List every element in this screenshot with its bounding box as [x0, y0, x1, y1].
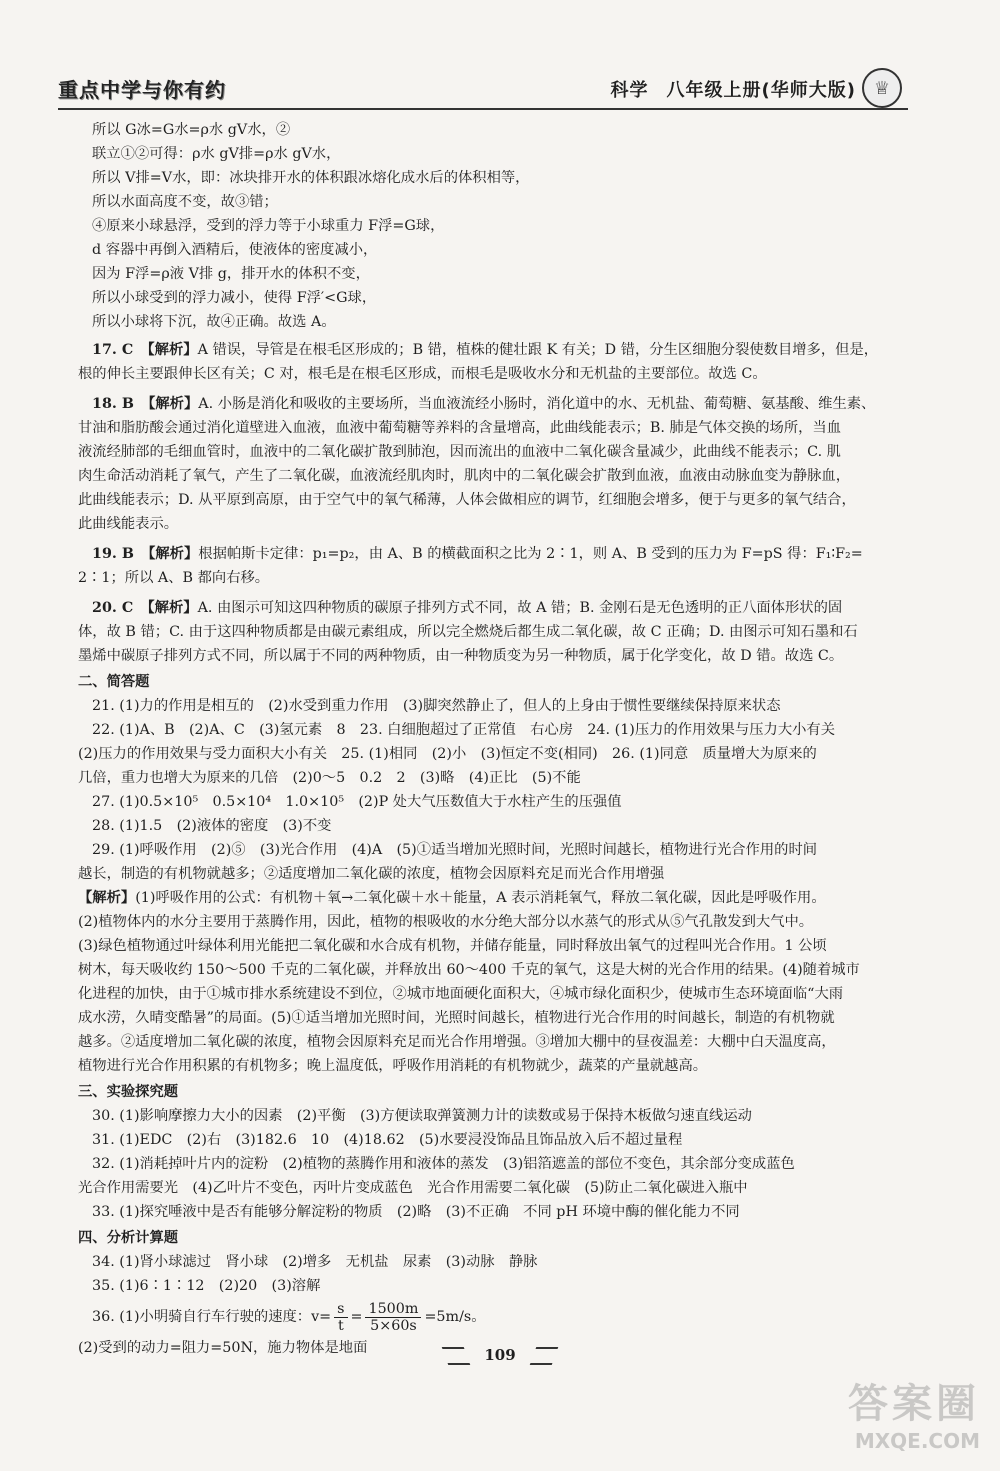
text-line: (2)受到的动力=阻力=50N，施力物体是地面 [78, 1340, 368, 1356]
text-line: 30. (1)影响摩擦力大小的因素 (2)平衡 (3)方便读取弹簧测力计的读数或易于保持木板做匀速直线运动 [92, 1108, 752, 1124]
answer-label: 17. C [92, 342, 134, 358]
text-line: (3)绿色植物通过叶绿体利用光能把二氧化碳和水合成有机物，并储存能量，同时释放出氧气的过程叫光合作用。1 公顷 [78, 938, 827, 954]
text-line: d 容器中再倒入酒精后，使液体的密度减小， [92, 242, 378, 258]
answer-17 [78, 338, 912, 386]
page-number: 109 [455, 1343, 545, 1367]
answer-18 [78, 392, 912, 536]
text-line: 所以 V排=V水，即：冰块排开水的体积跟冰熔化成水后的体积相等， [92, 170, 530, 186]
analysis-tag: 【解析】 [148, 396, 199, 412]
answer-label: 20. C [92, 600, 134, 616]
text-line: 所以水面高度不变，故③错； [92, 194, 278, 210]
text-line: 35. (1)6∶1∶12 (2)20 (3)溶解 [92, 1278, 321, 1294]
text-line: 所以 G冰=G水=ρ水 gV水，② [92, 122, 291, 138]
text-line: 因为 F浮=ρ液 V排 g，排开水的体积不变， [92, 266, 370, 282]
text-line: 植物进行光合作用积累的有机物多；晚上温度低，呼吸作用消耗的有机物就少，蔬菜的产量就越高。 [78, 1058, 708, 1074]
text-line: (1)呼吸作用的公式：有机物＋氧→二氧化碳＋水＋能量，A 表示消耗氧气，释放二氧化碳，因此是呼吸作用。 [135, 890, 826, 906]
text-line: 几倍，重力也增大为原来的几倍 (2)0～5 0.2 2 (3)略 (4)正比 (5)不能 [78, 770, 581, 786]
page-header [58, 72, 908, 110]
section-heading: 二、简答题 [78, 674, 150, 690]
text-line: (2)压力的作用效果与受力面积大小有关 25. (1)相同 (2)小 (3)恒定不变(相同) 26. (1)同意 质量增大为原来的 [78, 746, 817, 762]
text-line: 36. (1)小明骑自行车行驶的速度：v= [92, 1309, 332, 1325]
analysis-tag: 【解析】 [147, 342, 198, 358]
text-line: 成水涝，久晴变酷暑”的局面。(5)①适当增加光照时间，光照时间越长，植物进行光合作用的时间越长，制造的有机物就 [78, 1010, 835, 1026]
text-line: ④原来小球悬浮，受到的浮力等于小球重力 F浮=G球， [92, 218, 445, 234]
watermark-text: 答案圈 [848, 1381, 980, 1427]
series-title: 重点中学与你有约 [58, 78, 226, 102]
answer-content [78, 118, 912, 1360]
text-line: 21. (1)力的作用是相互的 (2)水受到重力作用 (3)脚突然静止了，但人的上身由于惯性要继续保持原来状态 [92, 698, 781, 714]
text-line: 2∶1；所以 A、B 都向右移。 [78, 570, 270, 586]
text-line: 所以小球受到的浮力减小，使得 F浮′<G球， [92, 290, 377, 306]
text-line: 液流经肺部的毛细血管时，血液中的二氧化碳扩散到肺泡，因而流出的血液中二氧化碳含量减少，此曲线不能表示；C. 肌 [78, 444, 841, 460]
section-heading: 四、分析计算题 [78, 1230, 179, 1246]
grade-edition: 八年级上册(华师大版) [666, 80, 856, 101]
text-line: 肉生命活动消耗了氧气，产生了二氧化碳，血液流经肌肉时，肌肉中的二氧化碳会扩散到血液，血液由动脉血变为静脉血， [78, 468, 851, 484]
subject-name: 科学 [610, 80, 649, 101]
text-line: 此曲线能表示。 [78, 516, 179, 532]
section-heading: 三、实验探究题 [78, 1084, 179, 1100]
text-line: 所以小球将下沉，故④正确。故选 A。 [92, 314, 336, 330]
experiment-answers [78, 1104, 912, 1224]
text-line: 根据帕斯卡定律：p₁=p₂，由 A、B 的横截面积之比为 2∶1，则 A、B 受到的压力为 F=pS 得：F₁∶F₂= [198, 546, 863, 562]
text-line: 墨烯中碳原子排列方式不同，所以属于不同的两种物质，由一种物质变为另一种物质，属于化学变化，故 D 错。故选 C。 [78, 648, 844, 664]
text-line: 越长，制造的有机物就越多；②适度增加二氧化碳的浓度，植物会因原料充足而光合作用增强 [78, 866, 665, 882]
fraction [365, 1301, 421, 1334]
answer-label: 18. B [92, 396, 134, 412]
text-line: 联立①②可得：ρ水 gV排=ρ水 gV水， [92, 146, 341, 162]
answer-label: 19. B [92, 546, 134, 562]
text-line: A 错误，导管是在根毛区形成的；B 错，植株的健壮跟 K 有关；D 错，分生区细胞分裂使数目增多，但是， [197, 342, 879, 358]
numerator: s [334, 1301, 347, 1318]
text-line: 31. (1)EDC (2)右 (3)182.6 10 (4)18.62 (5)水要浸没饰品且饰品放入后不超过量程 [92, 1132, 683, 1148]
text-line: 树木，每天吸收约 150～500 千克的二氧化碳，并释放出 60～400 千克的氧气，这是大树的光合作用的结果。(4)随着城市 [78, 962, 860, 978]
analysis-tag: 【解析】 [78, 890, 136, 906]
short-answers [78, 694, 912, 1078]
text-line: 化进程的加快，由于①城市排水系统建设不到位，②城市地面硬化面积大，④城市绿化面积少，使城市生态环境面临“大雨 [78, 986, 844, 1002]
text-line: (2)植物体内的水分主要用于蒸腾作用，因此，植物的根吸收的水分绝大部分以水蒸气的形式从⑤气孔散发到大气中。 [78, 914, 814, 930]
text-line: 28. (1)1.5 (2)液体的密度 (3)不变 [92, 818, 332, 834]
fraction [334, 1301, 347, 1334]
text-line: A. 小肠是消化和吸收的主要场所，当血液流经小肠时，消化道中的水、无机盐、葡萄糖、氨基酸、维生素、 [198, 396, 876, 412]
analysis-tag: 【解析】 [147, 600, 198, 616]
text-line: 甘油和脂肪酸会通过消化道壁进入血液，血液中葡萄糖等养料的含量增高，此曲线能表示；B. 肺是气体交换的场所，当血 [78, 420, 842, 436]
numerator: 1500m [365, 1301, 421, 1318]
velocity-formula [78, 1298, 912, 1336]
answer-19 [78, 542, 912, 590]
text-line: 34. (1)肾小球滤过 肾小球 (2)增多 无机盐 尿素 (3)动脉 静脉 [92, 1254, 538, 1270]
answer-20 [78, 596, 912, 668]
denominator: t [337, 1317, 344, 1334]
text-line: 越多。②适度增加二氧化碳的浓度，植物会因原料充足而光合作用增强。③增加大棚中的昼夜温差：大棚中白天温度高， [78, 1034, 836, 1050]
text-line: A. 由图示可知这四种物质的碳原子排列方式不同，故 A 错；B. 金刚石是无色透明的正八面体形状的固 [197, 600, 843, 616]
text-line: 光合作用需要光 (4)乙叶片不变色，丙叶片变成蓝色 光合作用需要二氧化碳 (5)防止二氧化碳进入瓶中 [78, 1180, 748, 1196]
text-line: 29. (1)呼吸作用 (2)⑤ (3)光合作用 (4)A (5)①适当增加光照时间，光照时间越长，植物进行光合作用的时间 [92, 842, 818, 858]
text-line: 32. (1)消耗掉叶片内的淀粉 (2)植物的蒸腾作用和液体的蒸发 (3)铝箔遮盖的部位不变色，其余部分变成蓝色 [92, 1156, 795, 1172]
text-line: 33. (1)探究唾液中是否有能够分解淀粉的物质 (2)略 (3)不正确 不同 pH 环境中酶的催化能力不同 [92, 1204, 740, 1220]
text-line: 此曲线能表示；D. 从平原到高原，由于空气中的氧气稀薄，人体会做相应的调节，红细胞会增多，便于与更多的氧气结合， [78, 492, 856, 508]
denominator: 5×60s [370, 1317, 417, 1334]
text-line: 27. (1)0.5×10⁵ 0.5×10⁴ 1.0×10⁵ (2)P 处大气压数值大于水柱产生的压强值 [92, 794, 622, 810]
text-line: 体，故 B 错；C. 由于这四种物质都是由碳元素组成，所以完全燃烧后都生成二氧化碳，故 C 正确；D. 由图示可知石墨和石 [78, 624, 858, 640]
text-line: 22. (1)A、B (2)A、C (3)氢元素 8 23. 白细胞超过了正常值 右心房 24. (1)压力的作用效果与压力大小有关 [92, 722, 836, 738]
watermark [848, 1372, 980, 1453]
analysis-tag: 【解析】 [148, 546, 199, 562]
text-line: =5m/s。 [424, 1309, 486, 1325]
watermark-url: MXQE.COM [854, 1429, 980, 1453]
text-line: 根的伸长主要跟伸长区有关；C 对，根毛是在根毛区形成，而根毛是吸收水分和无机盐的主要部位。故选 C。 [78, 366, 767, 382]
trophy-logo-icon: ♕ [862, 68, 902, 108]
equals-sign: = [350, 1309, 363, 1325]
subject-title [611, 76, 856, 102]
